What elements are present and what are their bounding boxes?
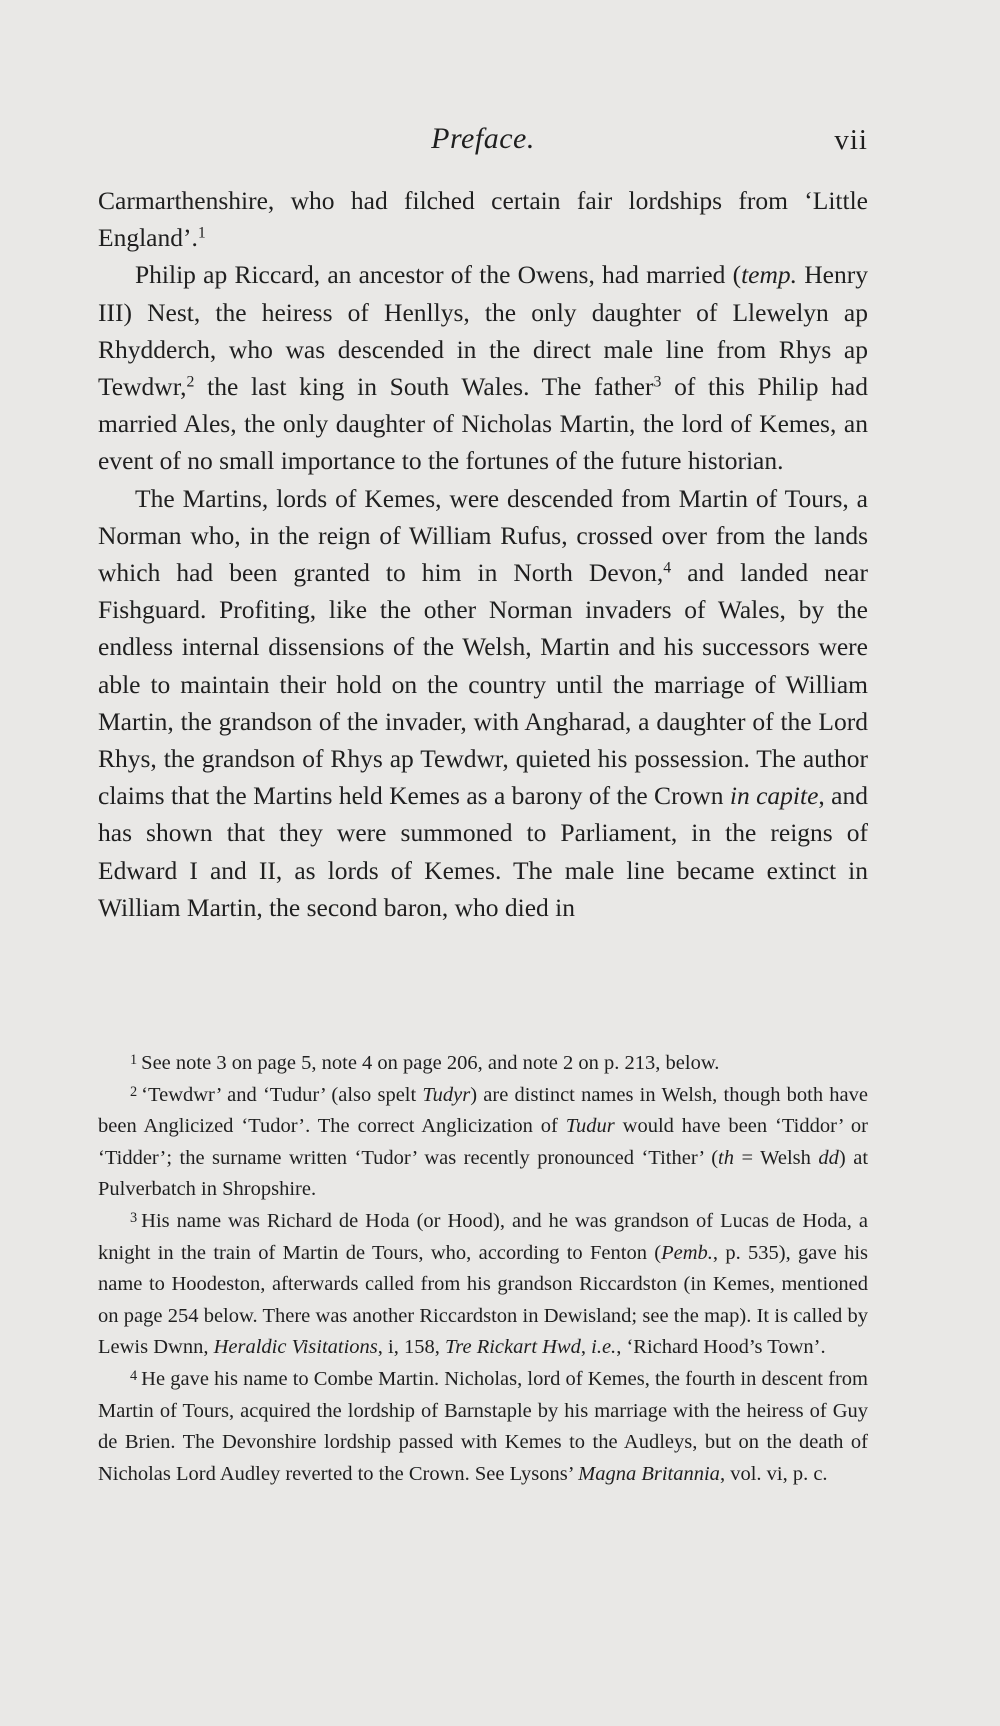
italic-text: Tudyr xyxy=(422,1083,471,1106)
running-title: Preface. xyxy=(431,122,535,155)
italic-text: Heraldic Visitations xyxy=(213,1336,378,1359)
footnote xyxy=(98,1206,868,1364)
footnote-marker: 4 xyxy=(130,1367,138,1384)
italic-text: in capite xyxy=(729,781,819,811)
text-segment: His name was Richard de Hoda (or Hood), and he was grandson of Lucas de Hoda, a knight in the train of Martin de Tours, who, according to Fenton ( xyxy=(98,1209,868,1264)
footnote xyxy=(98,1364,868,1490)
body-paragraph xyxy=(98,256,868,479)
text-segment: and landed near Fishguard. Profiting, like the other Norman invaders of Wales, by the endless internal dissensions of the Welsh, Martin and his successors were able to maintain their hold on the country until the marriage of William Martin, the grandson of the invader, with Angharad, a daughter of the Lord Rhys, the grandson of Rhys ap Tewdwr, quieted his possession. The author claims that the Martins held Kemes as a barony of the Crown xyxy=(98,558,868,811)
footnote xyxy=(98,1080,868,1206)
text-segment: ‘Tewdwr’ and ‘Tudur’ (also spelt xyxy=(141,1083,423,1106)
text-segment: , ‘Richard Hood’s Town’. xyxy=(616,1336,826,1359)
page-number: vii xyxy=(834,124,868,156)
footnotes xyxy=(98,1048,868,1490)
page-header xyxy=(98,122,868,162)
text-segment: , and has shown that they were summoned to Parliament, in the reigns of Edward I and II, as lords of Kemes. The male line became extinct in William Martin, the second baron, who died in xyxy=(98,781,868,922)
footnote-reference: 3 xyxy=(653,373,662,391)
footnote-reference: 1 xyxy=(197,224,206,242)
text-segment: the last king in South Wales. The father xyxy=(194,372,654,402)
italic-text: Pemb. xyxy=(661,1241,713,1264)
text-segment: ) are distinct names in Welsh, though both have been Anglicized ‘Tudor’. The correct Anglicization of xyxy=(98,1083,868,1138)
footnote-marker: 1 xyxy=(130,1051,138,1068)
body-paragraph xyxy=(98,182,868,256)
footnote xyxy=(98,1048,868,1080)
text-segment: would have been ‘Tiddor’ or ‘Tidder’; the surname written ‘Tudor’ was recently pronounced ‘Tither’ ( xyxy=(98,1115,868,1169)
text-segment: = Welsh xyxy=(734,1146,819,1169)
italic-text: th xyxy=(718,1146,734,1169)
body-paragraph xyxy=(98,480,868,926)
italic-text: temp. xyxy=(741,260,798,290)
text-segment: The Martins, lords of Kemes, were descended from Martin of Tours, a Norman who, in the reign of William Rufus, crossed over from the lands which had been granted to him in North Devon, xyxy=(98,483,868,588)
text-segment: , i, 158, xyxy=(377,1336,445,1359)
text-segment: See note 3 on page 5, note 4 on page 206, and note 2 on p. 213, below. xyxy=(141,1052,720,1074)
text-segment: Carmarthenshire, who had filched certain fair lordships from ‘Little England’. xyxy=(98,186,868,253)
italic-text: i.e. xyxy=(591,1336,617,1359)
italic-text: Magna Britannia xyxy=(578,1462,720,1485)
text-segment: , p. 535), gave his name to Hoodeston, afterwards called from his grandson Riccardston (in Kemes, mentioned on page 254 below. There was another Riccardston in Dewisland; see the map). It is called by Lewis Dwnn, xyxy=(98,1241,868,1359)
footnote-marker: 2 xyxy=(130,1083,138,1100)
body-text xyxy=(98,182,868,926)
italic-text: Tudur xyxy=(565,1115,615,1138)
italic-text: dd xyxy=(818,1146,839,1169)
text-segment: Henry III) Nest, the heiress of Henllys, the only daughter of Llewelyn ap Rhydderch, who was descended in the direct male line from Rhys ap Tewdwr, xyxy=(98,260,868,402)
text-segment: of this Philip had married Ales, the only daughter of Nicholas Martin, the lord of Kemes, an event of no small importance to the fortunes of the future historian. xyxy=(98,372,868,476)
footnote-marker: 3 xyxy=(130,1209,138,1226)
footnote-reference: 2 xyxy=(186,373,195,391)
text-segment: He gave his name to Combe Martin. Nicholas, lord of Kemes, the fourth in descent from Martin of Tours, acquired the lordship of Barnstaple by his marriage with the heiress of Guy de Brien. The Devonshire lordship passed with Kemes to the Audleys, but on the death of Nicholas Lord Audley reverted to the Crown. See Lysons’ xyxy=(98,1367,868,1485)
footnote-reference: 4 xyxy=(663,559,672,577)
text-segment: , xyxy=(580,1336,592,1359)
text-segment: Philip ap Riccard, an ancestor of the Owens, had married ( xyxy=(135,260,742,290)
italic-text: Tre Rickart Hwd xyxy=(444,1336,581,1359)
text-segment: ) at Pulverbatch in Shropshire. xyxy=(98,1146,869,1201)
text-segment: , vol. vi, p. c. xyxy=(719,1462,828,1485)
